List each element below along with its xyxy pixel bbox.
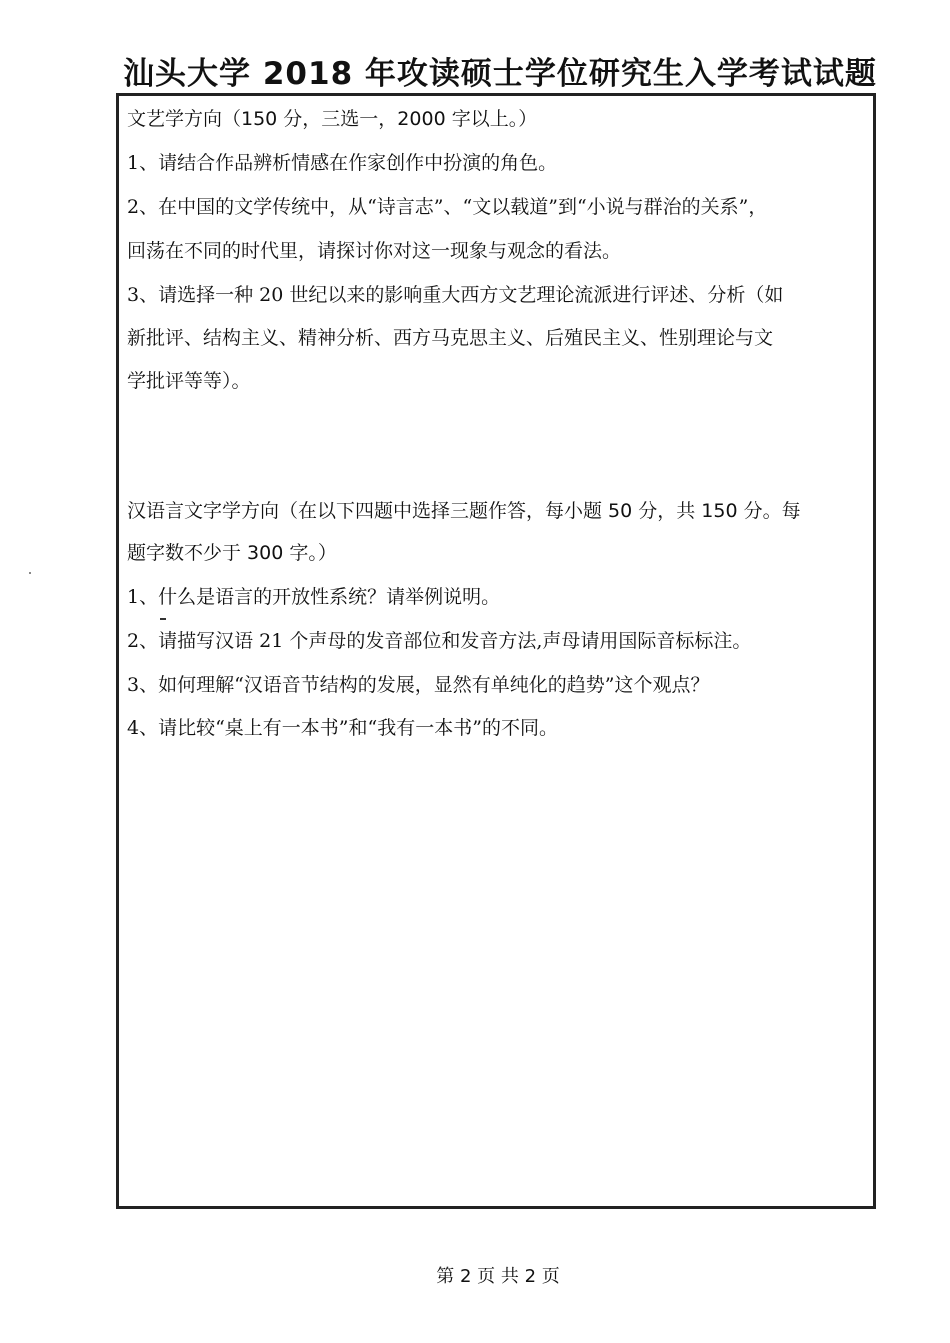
section-heading-linguistics: 汉语言文字学方向（在以下四题中选择三题作答，每小题 50 分，共 150 分。每 [127, 500, 801, 522]
question-line: 3、如何理解“汉语音节结构的发展，显然有单纯化的趋势”这个观点？ [127, 674, 710, 696]
scan-speck [160, 618, 166, 620]
question-line: 学批评等等）。 [127, 370, 251, 392]
page-indicator: 第 2 页 共 2 页 [436, 1266, 560, 1287]
question-line: 2、在中国的文学传统中，从“诗言志”、“文以载道”到“小说与群治的关系”， [127, 196, 768, 218]
question-line: 4、请比较“桌上有一本书”和“我有一本书”的不同。 [127, 717, 558, 739]
question-line: 1、什么是语言的开放性系统？请举例说明。 [127, 586, 501, 608]
question-line: 2、请描写汉语 21 个声母的发音部位和发音方法,声母请用国际音标标注。 [127, 630, 752, 652]
section-heading-literary: 文艺学方向（150 分，三选一，2000 字以上。） [127, 108, 538, 130]
question-line: 回荡在不同的时代里，请探讨你对这一现象与观念的看法。 [127, 240, 622, 262]
scan-speck [29, 572, 31, 574]
question-line: 1、请结合作品辨析情感在作家创作中扮演的角色。 [127, 152, 558, 174]
exam-title: 汕头大学 2018 年攻读硕士学位研究生入学考试试题 [123, 56, 877, 92]
section-heading-linguistics-cont: 题字数不少于 300 字。） [127, 542, 337, 564]
question-line: 3、请选择一种 20 世纪以来的影响重大西方文艺理论流派进行评述、分析（如 [127, 284, 784, 306]
question-line: 新批评、结构主义、精神分析、西方马克思主义、后殖民主义、性别理论与文 [127, 327, 774, 349]
